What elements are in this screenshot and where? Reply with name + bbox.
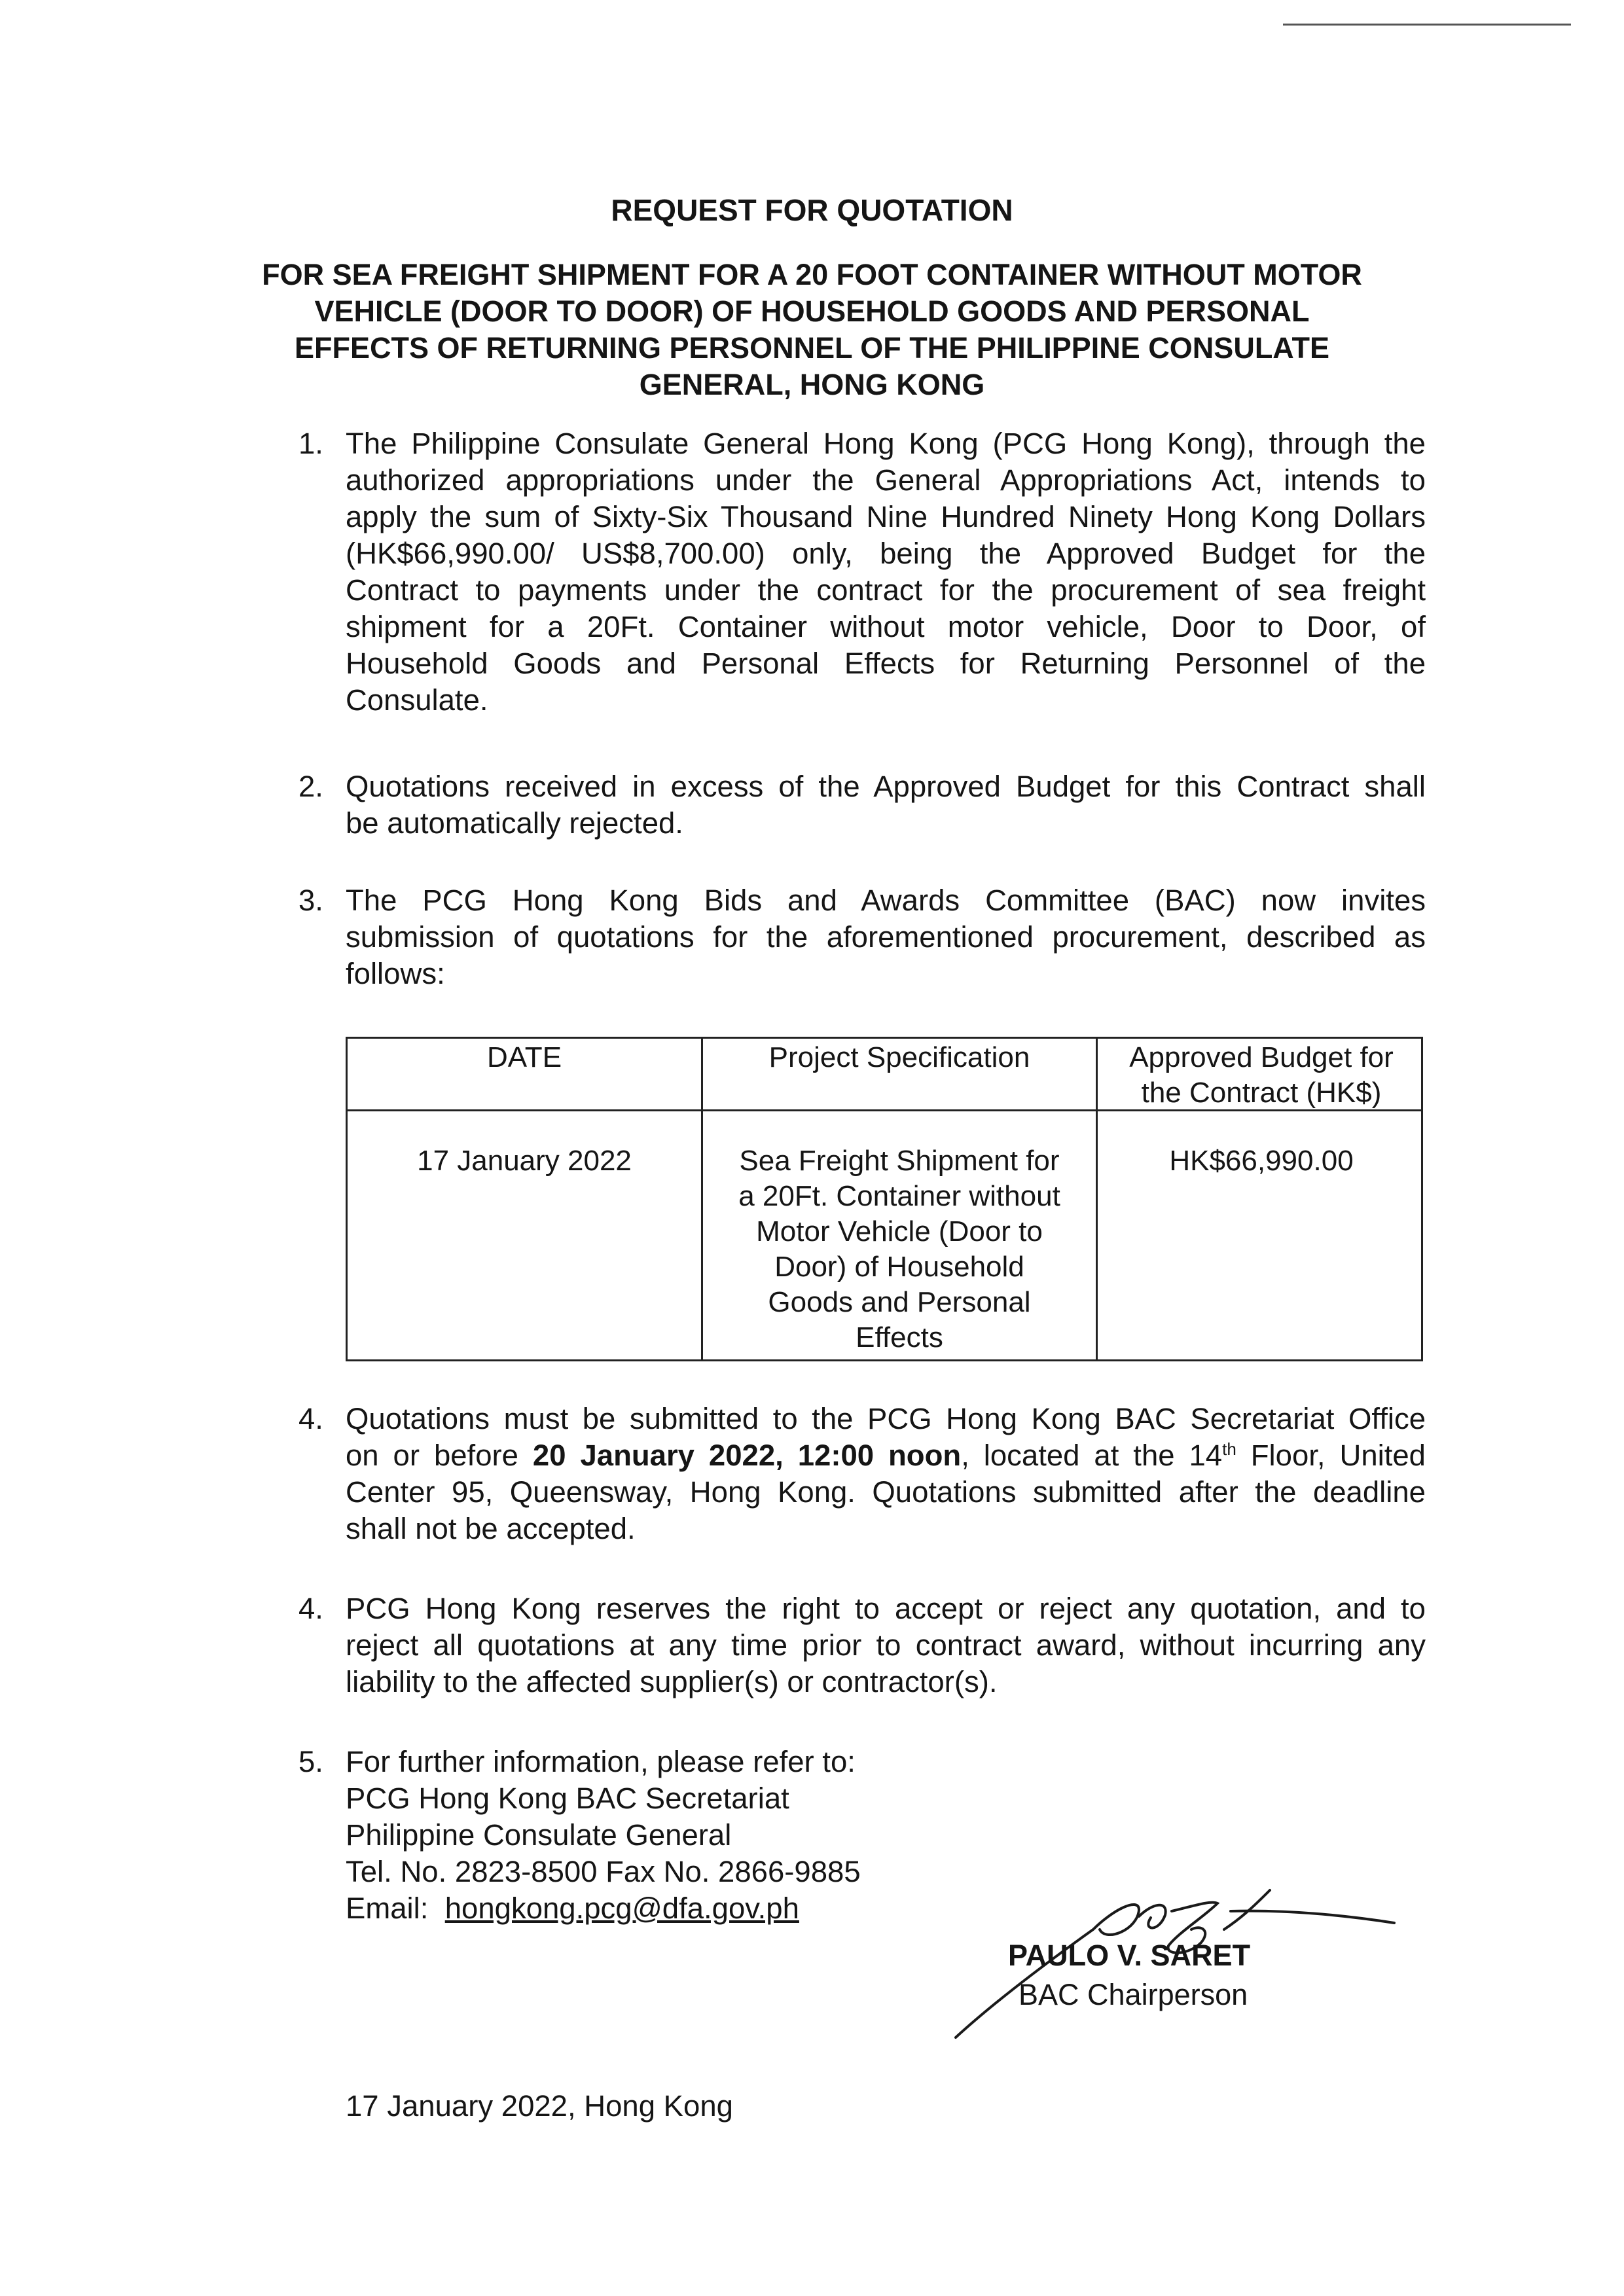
table-header-date [348, 1040, 701, 1075]
text-line: (HK$66,990.00/ US$8,700.00) only, being the Approved Budget for the [346, 537, 1426, 570]
paragraph-text [346, 1401, 1426, 1547]
subtitle-line: EFFECTS OF RETURNING PERSONNEL OF THE PHILIPPINE CONSULATE [295, 331, 1329, 365]
paragraph-number: 2. [298, 770, 323, 803]
subtitle-line: FOR SEA FREIGHT SHIPMENT FOR A 20 FOOT CONTAINER WITHOUT MOTOR [262, 258, 1362, 291]
subtitle-line: GENERAL, HONG KONG [639, 368, 985, 401]
paragraph-number: 4. [298, 1402, 323, 1435]
text-line: reject all quotations at any time prior to contract award, without incurring any [346, 1628, 1426, 1662]
cell-text: HK$66,990.00 [1169, 1145, 1354, 1177]
email-link[interactable]: hongkong.pcg@dfa.gov.ph [444, 1892, 799, 1925]
header-label: DATE [486, 1041, 562, 1073]
header-label: Project Specification [768, 1041, 1030, 1073]
subtitle-line: VEHICLE (DOOR TO DOOR) OF HOUSEHOLD GOODS AND PERSONAL [314, 295, 1310, 328]
text-line: liability to the affected supplier(s) or contractor(s). [346, 1665, 998, 1698]
text-line: For further information, please refer to: [346, 1745, 856, 1778]
text-line: Quotations received in excess of the Approved Budget for this Contract shall [346, 770, 1426, 803]
text-line: Center 95, Queensway, Hong Kong. Quotations submitted after the deadline [346, 1475, 1426, 1509]
top-rule-line [1283, 24, 1571, 26]
header-label: the Contract (HK$) [1141, 1077, 1382, 1109]
header-label: Approved Budget for [1129, 1041, 1394, 1073]
table-header-spec [703, 1040, 1096, 1075]
paragraph-number: 1. [298, 427, 323, 460]
cell-text: Motor Vehicle (Door to [756, 1215, 1043, 1247]
cell-text: Door) of Household [774, 1251, 1024, 1283]
paragraph-number: 5. [298, 1745, 323, 1778]
text-line: PCG Hong Kong reserves the right to accept or reject any quotation, and to [346, 1592, 1426, 1625]
paragraph-text [346, 425, 1426, 719]
paragraph-text [346, 1590, 1426, 1700]
text-line: Household Goods and Personal Effects for Returning Personnel of the [346, 647, 1426, 680]
page-title: REQUEST FOR QUOTATION [611, 193, 1013, 227]
paragraph-number: 3. [298, 884, 323, 917]
cell-text: a 20Ft. Container without [738, 1180, 1060, 1212]
deadline-text: 20 January 2022, 12:00 noon [532, 1439, 962, 1472]
cell-text: 17 January 2022 [417, 1145, 632, 1177]
text-line [346, 1437, 1426, 1474]
text-line: authorized appropriations under the General Appropriations Act, intends to [346, 463, 1426, 497]
text-line: Tel. No. 2823-8500 Fax No. 2866-9885 [346, 1855, 861, 1888]
table-cell-date [348, 1143, 701, 1179]
table-cell-budget [1098, 1143, 1425, 1179]
footer-date: 17 January 2022, Hong Kong [346, 2089, 733, 2123]
text-run: Floor, United [1236, 1439, 1426, 1472]
text-line: shall not be accepted. [346, 1512, 636, 1545]
text-line: submission of quotations for the aforementioned procurement, described as [346, 920, 1426, 954]
text-line: follows: [346, 957, 445, 990]
text-line: be automatically rejected. [346, 806, 683, 840]
table-cell-spec [703, 1143, 1096, 1355]
paragraph-number: 4. [298, 1592, 323, 1625]
paragraph-text [346, 882, 1426, 992]
text-run: , located at the 14 [961, 1439, 1223, 1472]
text-line: Consulate. [346, 683, 488, 717]
ordinal-suffix: th [1222, 1439, 1236, 1459]
text-line: shipment for a 20Ft. Container without motor vehicle, Door to Door, of [346, 610, 1426, 643]
text-line: Contract to payments under the contract for the procurement of sea freight [346, 573, 1426, 607]
budget-table [346, 1037, 1423, 1361]
page-subtitle [0, 257, 1624, 403]
text-line: The PCG Hong Kong Bids and Awards Committee (BAC) now invites [346, 884, 1426, 917]
cell-text: Goods and Personal [768, 1286, 1031, 1318]
text-line: Philippine Consulate General [346, 1818, 732, 1852]
signatory-name: PAULO V. SARET [1008, 1939, 1251, 1972]
signatory-role: BAC Chairperson [1019, 1978, 1248, 2011]
text-line: apply the sum of Sixty-Six Thousand Nine Hundred Ninety Hong Kong Dollars [346, 500, 1426, 533]
text-run: on or before [346, 1439, 533, 1472]
paragraph-text [346, 768, 1426, 842]
cell-text: Sea Freight Shipment for [739, 1145, 1060, 1177]
text-line: Quotations must be submitted to the PCG Hong Kong BAC Secretariat Office [346, 1402, 1426, 1435]
text-line: PCG Hong Kong BAC Secretariat [346, 1782, 789, 1815]
email-label: Email: [346, 1892, 429, 1925]
cell-text: Effects [856, 1321, 943, 1354]
table-header-budget [1098, 1040, 1425, 1111]
text-line: The Philippine Consulate General Hong Kong (PCG Hong Kong), through the [346, 427, 1426, 460]
